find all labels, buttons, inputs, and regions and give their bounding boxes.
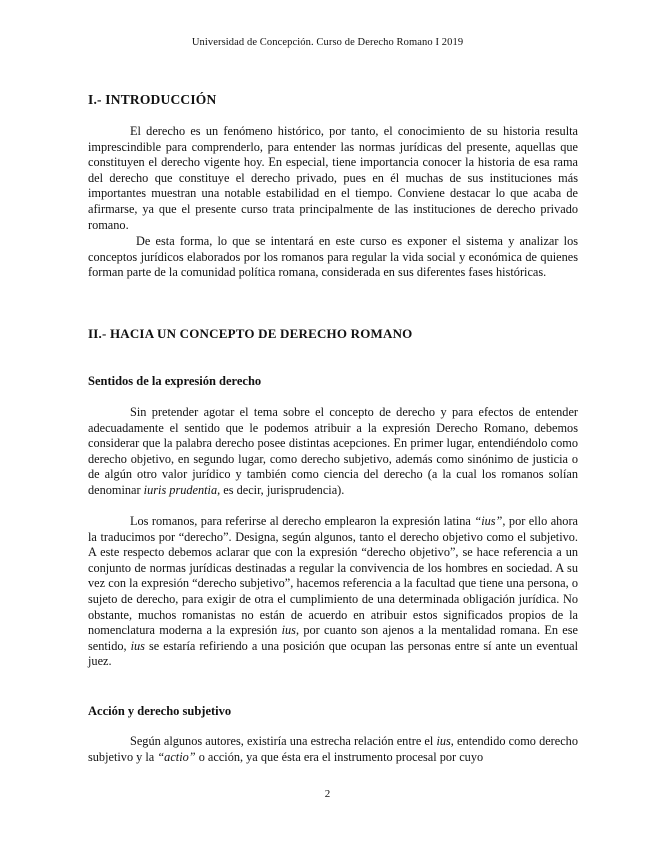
text-run: , por cuanto son ajenos a la mentalidad romana. En ese sentido, <box>88 623 578 653</box>
italic-term: ius <box>281 623 296 638</box>
subheading-accion: Acción y derecho subjetivo <box>88 704 232 718</box>
subheading-sentidos: Sentidos de la expresión derecho <box>88 374 262 388</box>
italic-term: “ius” <box>474 514 503 528</box>
paragraph-sentidos-1 <box>88 405 578 499</box>
text-run: o acción, ya que ésta era el instrumento procesal por cuyo <box>195 749 484 764</box>
text-run: Los romanos, para referirse al derecho emplearon la expresión latina <box>130 514 475 528</box>
section-heading-concepto: II.- HACIA UN CONCEPTO DE DERECHO ROMANO <box>88 326 413 341</box>
text-run: , es decir, jurisprudencia). <box>217 482 345 497</box>
paragraph-intro-2: De esta forma, lo que se intentará en este curso es exponer el sistema y analizar los conceptos jurídicos elaborados por los romanos para regular la vida social y económica de quienes forman parte de la comunidad política romana, considerada en sus diferentes fases históricas. <box>88 234 578 280</box>
page-number: 2 <box>324 788 331 800</box>
running-header: Universidad de Concepción. Curso de Derecho Romano I 2019 <box>191 37 464 48</box>
paragraph-intro-1: El derecho es un fenómeno histórico, por tanto, el conocimiento de su historia resulta imprescindible para comprenderlo, para entender las normas jurídicas del presente, aquellas que constituyen el derecho vigente hoy. En especial, tiene importancia conocer la historia de esa rama del derecho que constituye el derecho privado, pues en él muchas de sus instituciones más importantes muestran una notable estabilidad en el tiempo. Conviene destacar lo que acaba de afirmarse, ya que el presente curso trata principalmente de las instituciones de derecho privado romano. <box>88 124 578 232</box>
italic-term: “actio” <box>157 749 196 764</box>
italic-term: ius <box>130 638 145 653</box>
text-run: Sin pretender agotar el tema sobre el concepto de derecho y para efectos de entender adecuadamente el sentido que le podemos atribuir a la expresión Derecho Romano, debemos considerar que la palabra derecho posee distintas acepciones. En primer lugar, entendiéndolo como derecho objetivo, en segundo lugar, como derecho subjetivo, además como sinónimo de justicia o de algún otro valor jurídico y también como ciencia del derecho (a la cual los romanos solían denominar <box>88 405 578 497</box>
paragraph-sentidos-2 <box>88 514 578 670</box>
text-run: se estaría refiriendo a una posición que ocupan las personas entre sí ante un eventual juez. <box>88 638 578 669</box>
paragraph-accion-1 <box>88 734 578 765</box>
italic-term: iuris prudentia <box>143 482 218 497</box>
text-run: , entendido como derecho subjetivo y la <box>88 734 578 764</box>
section-heading-introduccion: I.- INTRODUCCIÓN <box>88 92 217 107</box>
text-run: , por ello ahora la traducimos por “derecho”. Designa, según algunos, tanto el derecho objetivo como el subjetivo. A este respecto debemos aclarar que con la expresión “derecho objetivo”, se hace referencia a un conjunto de normas jurídicas destinadas a regular la convivencia de los hombres en sociedad. A su vez con la expresión “derecho subjetivo”, hacemos referencia a la facultad que tiene una persona, o sujeto de derecho, para exigir de otra el cumplimiento de una determinada obligación jurídica. No obstante, muchos romanistas no están de acuerdo en atribuir estos significados propios de la nomenclatura moderna a la expresión <box>88 514 579 638</box>
text-run: Según algunos autores, existiría una estrecha relación entre el <box>130 734 437 748</box>
italic-term: ius <box>436 734 451 748</box>
